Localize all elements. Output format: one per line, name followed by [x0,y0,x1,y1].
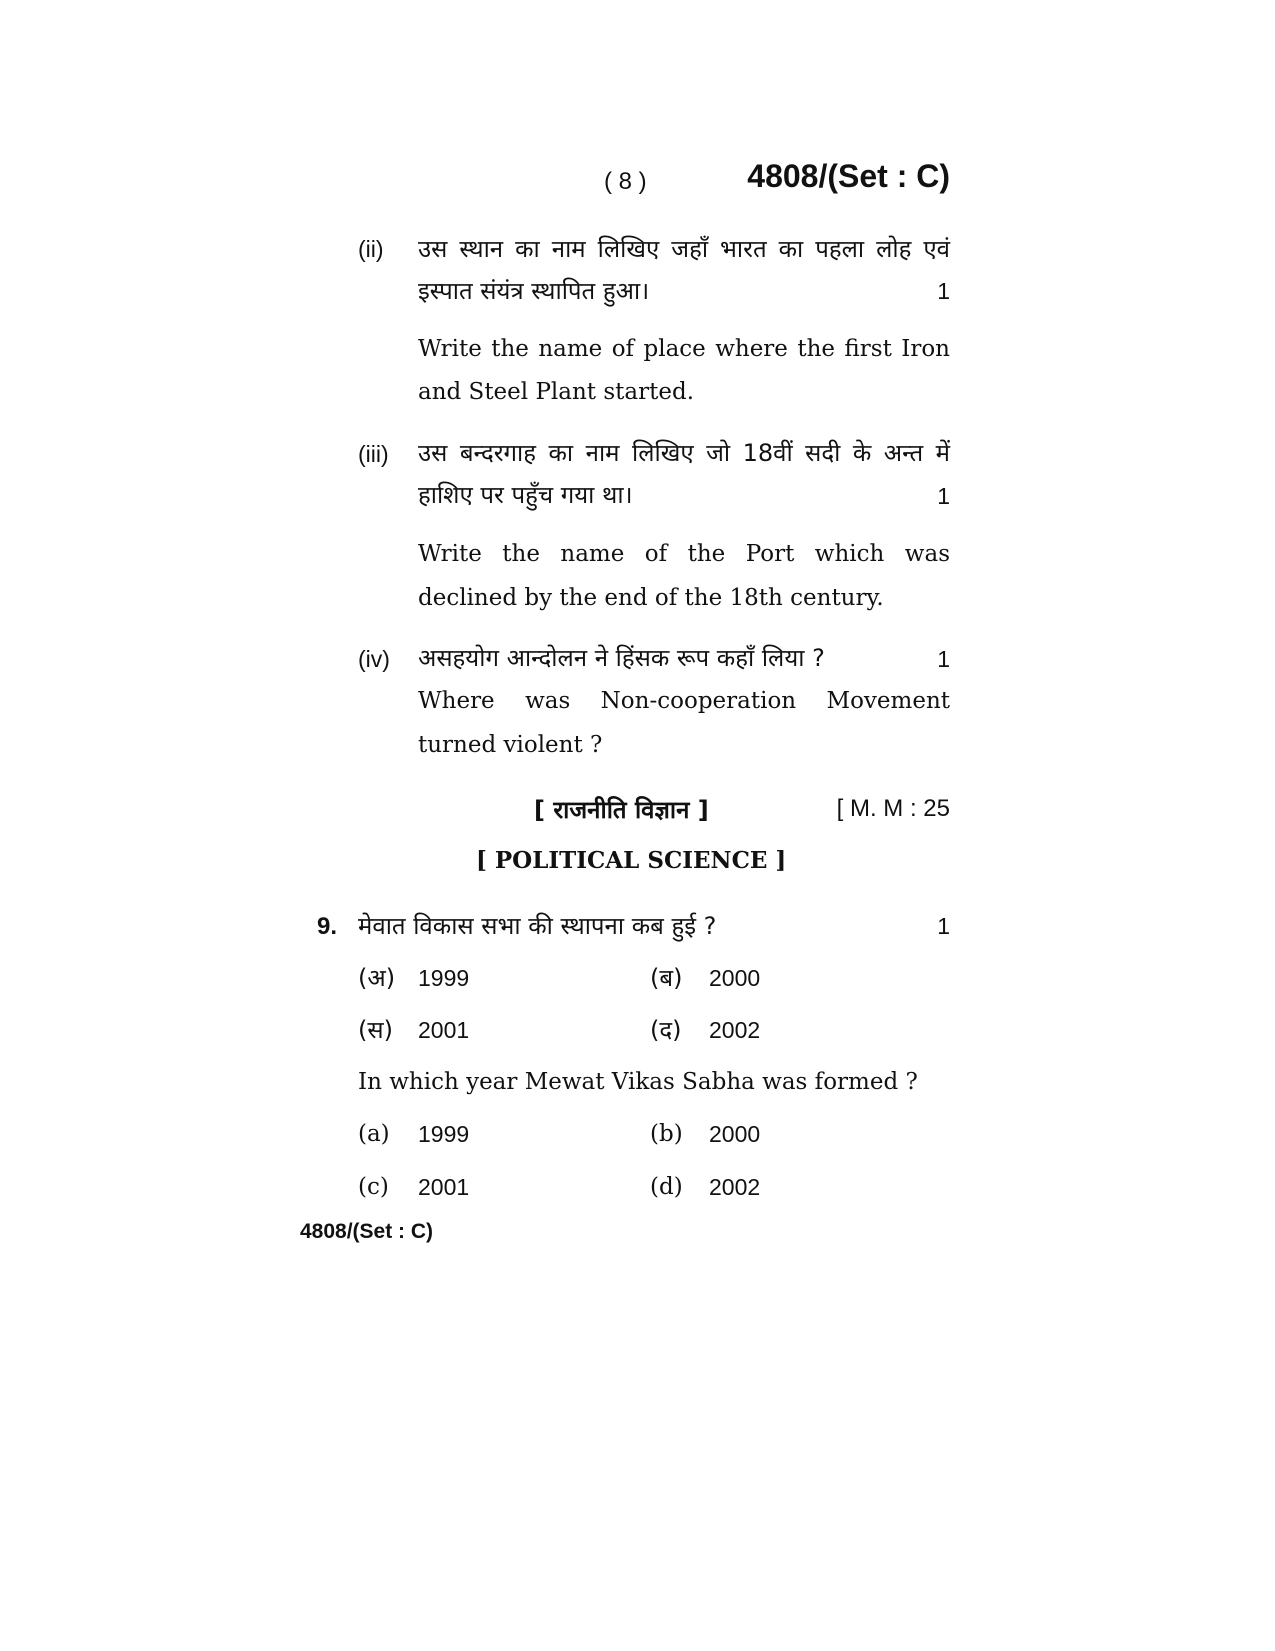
page-number: ( 8 ) [604,168,647,195]
subquestion-label-iv: (iv) [358,646,390,672]
section-title-english: [ POLITICAL SCIENCE ] [476,847,787,874]
hindi-option-label-a: (अ) [358,964,396,992]
hindi-option-value-d: 2002 [709,1017,761,1043]
hindi-option-label-b: (ब) [650,964,683,992]
hindi-question-ii-line1: उस स्थान का नाम लिखिए जहाँ भारत का पहला लोह एवं [418,235,950,263]
hindi-question-iii-line2: हाशिए पर पहुँच गया था। [418,481,633,509]
marks-9: 1 [937,913,950,939]
hindi-question-9: मेवात विकास सभा की स्थापना कब हुई ? [358,912,717,940]
marks-iv: 1 [937,646,950,672]
english-option-value-d: 2002 [709,1174,761,1200]
english-question-iii-line1: Write the name of the Port which was [418,541,950,567]
hindi-question-iii-line1: उस बन्दरगाह का नाम लिखिए जो 18वीं सदी के अन्त में [418,439,950,467]
english-option-value-a: 1999 [418,1121,470,1147]
english-option-label-c: (c) [358,1174,389,1200]
max-marks: [ M. M : 25 [836,795,950,822]
english-option-label-d: (d) [650,1174,683,1200]
paper-code-footer: 4808/(Set : C) [300,1220,434,1243]
english-question-ii-line1: Write the name of place where the first Iron [418,336,950,362]
hindi-option-value-c: 2001 [418,1017,470,1043]
english-question-iii-line2: declined by the end of the 18th century. [418,585,884,611]
hindi-option-value-b: 2000 [709,965,761,991]
english-option-value-c: 2001 [418,1174,470,1200]
english-question-ii-line2: and Steel Plant started. [418,379,694,405]
english-option-value-b: 2000 [709,1121,761,1147]
hindi-option-value-a: 1999 [418,965,470,991]
english-question-iv-line1: Where was Non-cooperation Movement [418,688,950,714]
subquestion-label-iii: (iii) [358,441,389,467]
question-number-9: 9. [317,913,338,940]
english-question-iv-line2: turned violent ? [418,732,603,758]
marks-iii: 1 [937,483,950,509]
hindi-option-label-c: (स) [358,1016,393,1044]
section-title-hindi: [ राजनीति विज्ञान ] [534,796,709,824]
english-option-label-a: (a) [358,1121,390,1147]
english-question-9: In which year Mewat Vikas Sabha was formed ? [358,1069,918,1095]
hindi-option-label-d: (द) [650,1016,682,1044]
english-option-label-b: (b) [650,1121,683,1147]
hindi-question-ii-line2: इस्पात संयंत्र स्थापित हुआ। [418,277,650,305]
paper-code-header: 4808/(Set : C) [747,158,950,194]
hindi-question-iv: असहयोग आन्दोलन ने हिंसक रूप कहाँ लिया ? [418,644,825,672]
subquestion-label-ii: (ii) [358,236,384,262]
marks-ii: 1 [937,278,950,304]
